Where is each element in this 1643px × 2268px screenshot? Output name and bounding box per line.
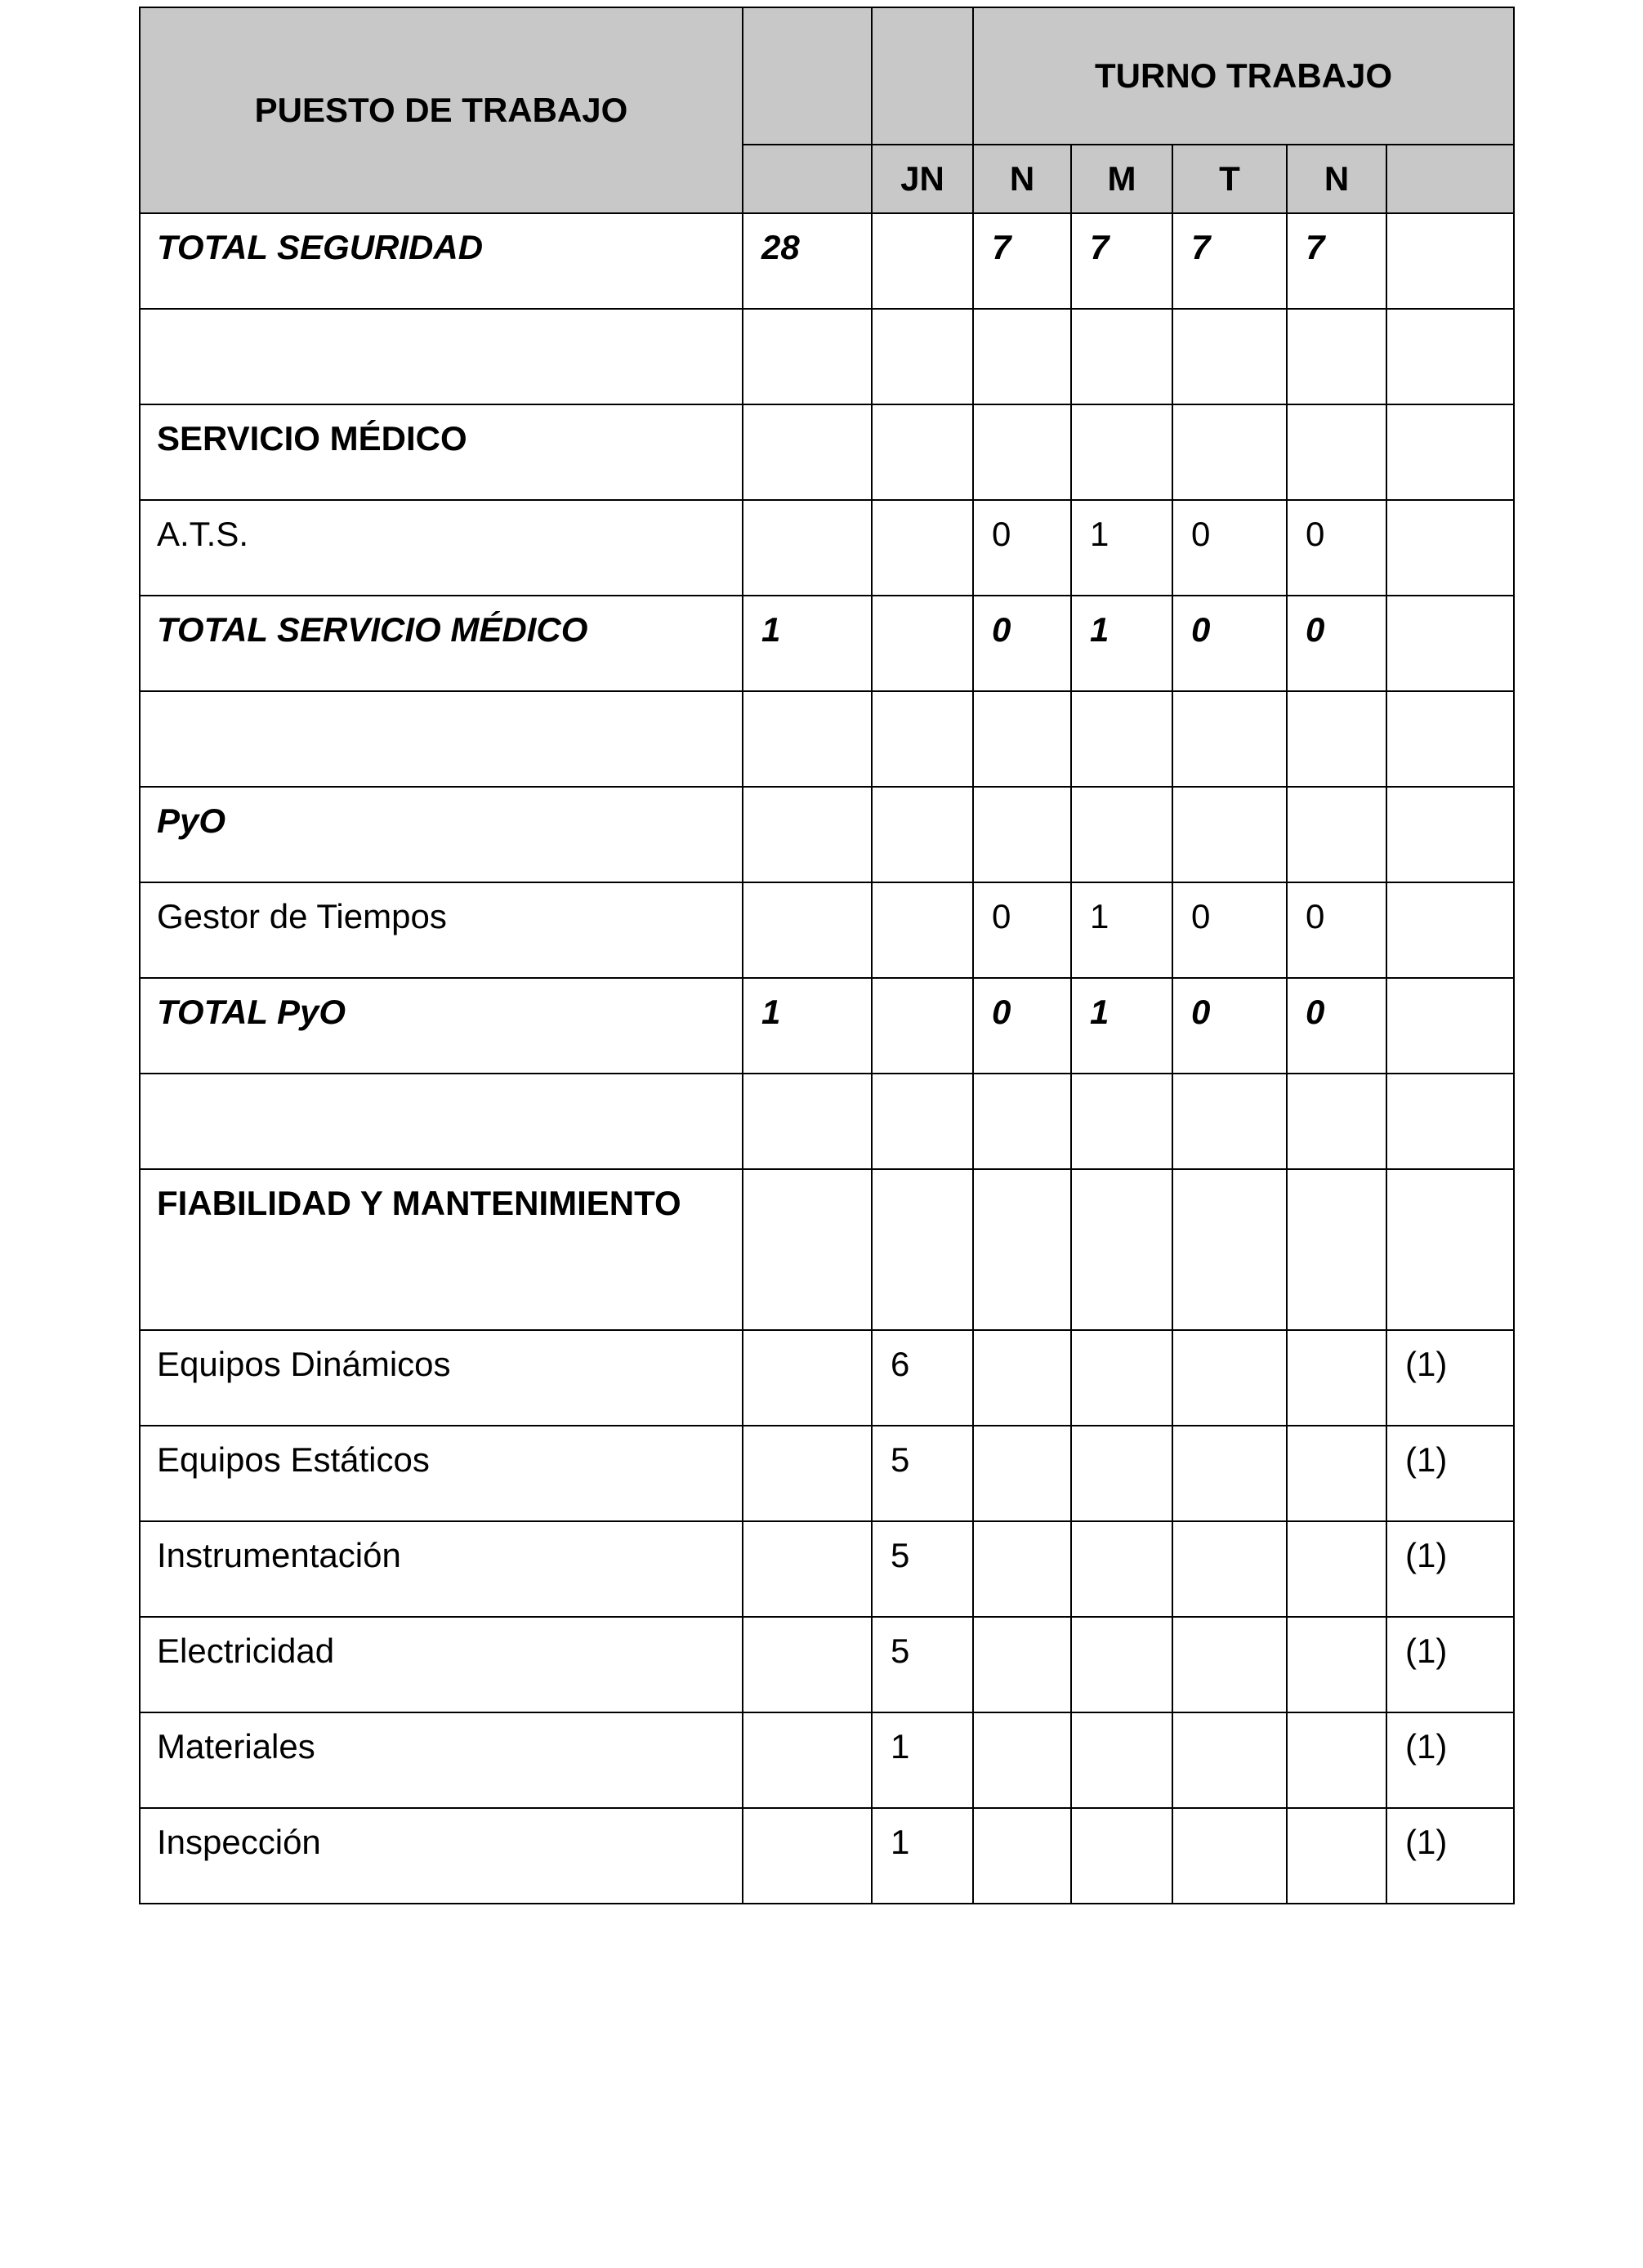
cell-jn: 1 (872, 1808, 973, 1904)
cell-puesto (140, 309, 743, 404)
cell-n: 0 (973, 882, 1071, 978)
cell-total (743, 1074, 872, 1169)
cell-puesto: TOTAL PyO (140, 978, 743, 1074)
cell-puesto: PyO (140, 787, 743, 882)
cell-m (1071, 787, 1172, 882)
cell-n2 (1287, 1712, 1386, 1808)
cell-m (1071, 1617, 1172, 1712)
cell-m (1071, 404, 1172, 500)
cell-n2: 0 (1287, 500, 1386, 596)
cell-n2 (1287, 1074, 1386, 1169)
cell-n (973, 1330, 1071, 1426)
cell-m: 1 (1071, 882, 1172, 978)
table-row (140, 691, 1514, 787)
cell-n (973, 1617, 1071, 1712)
cell-total: 28 (743, 213, 872, 309)
cell-n (973, 1808, 1071, 1904)
cell-puesto: Instrumentación (140, 1521, 743, 1617)
cell-jn (872, 309, 973, 404)
cell-puesto: TOTAL SEGURIDAD (140, 213, 743, 309)
cell-jn (872, 404, 973, 500)
cell-t: 0 (1172, 978, 1287, 1074)
cell-t (1172, 1426, 1287, 1521)
cell-puesto: Materiales (140, 1712, 743, 1808)
cell-t (1172, 1074, 1287, 1169)
cell-jn (872, 691, 973, 787)
cell-total: 1 (743, 978, 872, 1074)
cell-note: (1) (1386, 1330, 1514, 1426)
cell-note (1386, 691, 1514, 787)
cell-puesto: Electricidad (140, 1617, 743, 1712)
cell-total (743, 1808, 872, 1904)
cell-n (973, 309, 1071, 404)
header-shift-t: T (1172, 145, 1287, 213)
cell-n2 (1287, 787, 1386, 882)
cell-jn (872, 1169, 973, 1330)
cell-puesto: SERVICIO MÉDICO (140, 404, 743, 500)
cell-note: (1) (1386, 1712, 1514, 1808)
cell-m (1071, 309, 1172, 404)
cell-m (1071, 1169, 1172, 1330)
cell-n (973, 1426, 1071, 1521)
cell-note: (1) (1386, 1808, 1514, 1904)
header-shift-n2: N (1287, 145, 1386, 213)
cell-m (1071, 1521, 1172, 1617)
table-row (140, 309, 1514, 404)
cell-t (1172, 1808, 1287, 1904)
cell-jn (872, 787, 973, 882)
table-row (140, 1521, 1514, 1617)
table-row (140, 978, 1514, 1074)
cell-puesto: FIABILIDAD Y MANTENIMIENTO (140, 1169, 743, 1330)
cell-jn (872, 213, 973, 309)
cell-puesto (140, 691, 743, 787)
cell-m (1071, 1808, 1172, 1904)
cell-note (1386, 978, 1514, 1074)
table-row (140, 404, 1514, 500)
cell-t: 7 (1172, 213, 1287, 309)
header-shift-m: M (1071, 145, 1172, 213)
cell-m (1071, 1712, 1172, 1808)
cell-jn (872, 882, 973, 978)
table-row (140, 1712, 1514, 1808)
cell-note (1386, 882, 1514, 978)
table-row (140, 1169, 1514, 1330)
table-row (140, 1074, 1514, 1169)
cell-jn (872, 596, 973, 691)
cell-total: 1 (743, 596, 872, 691)
cell-puesto: A.T.S. (140, 500, 743, 596)
cell-note (1386, 1169, 1514, 1330)
cell-jn (872, 500, 973, 596)
cell-n: 0 (973, 978, 1071, 1074)
cell-puesto: Inspección (140, 1808, 743, 1904)
cell-t: 0 (1172, 500, 1287, 596)
cell-jn: 6 (872, 1330, 973, 1426)
table-row (140, 1330, 1514, 1426)
cell-total (743, 1426, 872, 1521)
table-row (140, 1617, 1514, 1712)
header-turno-trabajo: TURNO TRABAJO (973, 7, 1514, 145)
cell-n (973, 404, 1071, 500)
cell-n: 0 (973, 500, 1071, 596)
cell-n2 (1287, 1426, 1386, 1521)
cell-note: (1) (1386, 1617, 1514, 1712)
cell-m (1071, 1330, 1172, 1426)
header-shift-n: N (973, 145, 1071, 213)
cell-n: 7 (973, 213, 1071, 309)
cell-total (743, 1617, 872, 1712)
table-row (140, 500, 1514, 596)
cell-t (1172, 787, 1287, 882)
cell-jn (872, 1074, 973, 1169)
cell-n2 (1287, 1330, 1386, 1426)
cell-n2 (1287, 1808, 1386, 1904)
header-blank-cell (872, 7, 973, 145)
cell-total (743, 1330, 872, 1426)
cell-n2: 0 (1287, 882, 1386, 978)
cell-puesto: TOTAL SERVICIO MÉDICO (140, 596, 743, 691)
cell-total (743, 1521, 872, 1617)
cell-t: 0 (1172, 596, 1287, 691)
cell-m: 7 (1071, 213, 1172, 309)
header-puesto-de-trabajo: PUESTO DE TRABAJO (140, 7, 743, 213)
cell-total (743, 309, 872, 404)
header-blank-cell (1386, 145, 1514, 213)
cell-n2: 0 (1287, 596, 1386, 691)
cell-total (743, 500, 872, 596)
cell-t (1172, 1712, 1287, 1808)
cell-total (743, 691, 872, 787)
cell-t (1172, 1169, 1287, 1330)
cell-t (1172, 1617, 1287, 1712)
cell-jn: 5 (872, 1617, 973, 1712)
header-blank-cell (743, 145, 872, 213)
cell-note (1386, 1074, 1514, 1169)
cell-m: 1 (1071, 978, 1172, 1074)
cell-t (1172, 309, 1287, 404)
cell-t: 0 (1172, 882, 1287, 978)
cell-total (743, 404, 872, 500)
cell-note: (1) (1386, 1521, 1514, 1617)
cell-t (1172, 404, 1287, 500)
header-blank-cell (743, 7, 872, 145)
table-row (140, 787, 1514, 882)
table-row (140, 596, 1514, 691)
cell-n (973, 1169, 1071, 1330)
table-row (140, 213, 1514, 309)
table-row (140, 882, 1514, 978)
table-row (140, 1426, 1514, 1521)
cell-n2 (1287, 309, 1386, 404)
table-header-row (140, 7, 1514, 145)
cell-t (1172, 1521, 1287, 1617)
cell-n: 0 (973, 596, 1071, 691)
cell-n (973, 1521, 1071, 1617)
cell-m (1071, 1426, 1172, 1521)
cell-puesto: Gestor de Tiempos (140, 882, 743, 978)
cell-note (1386, 213, 1514, 309)
cell-note (1386, 404, 1514, 500)
cell-n (973, 1074, 1071, 1169)
cell-n2: 0 (1287, 978, 1386, 1074)
cell-total (743, 1169, 872, 1330)
cell-n (973, 1712, 1071, 1808)
cell-total (743, 1712, 872, 1808)
cell-n2 (1287, 1617, 1386, 1712)
cell-m (1071, 1074, 1172, 1169)
header-shift-jn: JN (872, 145, 973, 213)
cell-note (1386, 500, 1514, 596)
staffing-table (139, 7, 1515, 1904)
cell-note (1386, 596, 1514, 691)
table-row (140, 1808, 1514, 1904)
cell-jn: 5 (872, 1426, 973, 1521)
cell-puesto (140, 1074, 743, 1169)
cell-total (743, 787, 872, 882)
cell-n (973, 691, 1071, 787)
cell-n2: 7 (1287, 213, 1386, 309)
cell-n2 (1287, 404, 1386, 500)
cell-puesto: Equipos Dinámicos (140, 1330, 743, 1426)
cell-t (1172, 1330, 1287, 1426)
cell-jn: 5 (872, 1521, 973, 1617)
cell-t (1172, 691, 1287, 787)
cell-jn (872, 978, 973, 1074)
cell-n (973, 787, 1071, 882)
cell-puesto: Equipos Estáticos (140, 1426, 743, 1521)
cell-note: (1) (1386, 1426, 1514, 1521)
cell-n2 (1287, 1169, 1386, 1330)
cell-m (1071, 691, 1172, 787)
cell-m: 1 (1071, 500, 1172, 596)
cell-n2 (1287, 691, 1386, 787)
cell-jn: 1 (872, 1712, 973, 1808)
cell-n2 (1287, 1521, 1386, 1617)
cell-note (1386, 787, 1514, 882)
cell-note (1386, 309, 1514, 404)
cell-m: 1 (1071, 596, 1172, 691)
cell-total (743, 882, 872, 978)
